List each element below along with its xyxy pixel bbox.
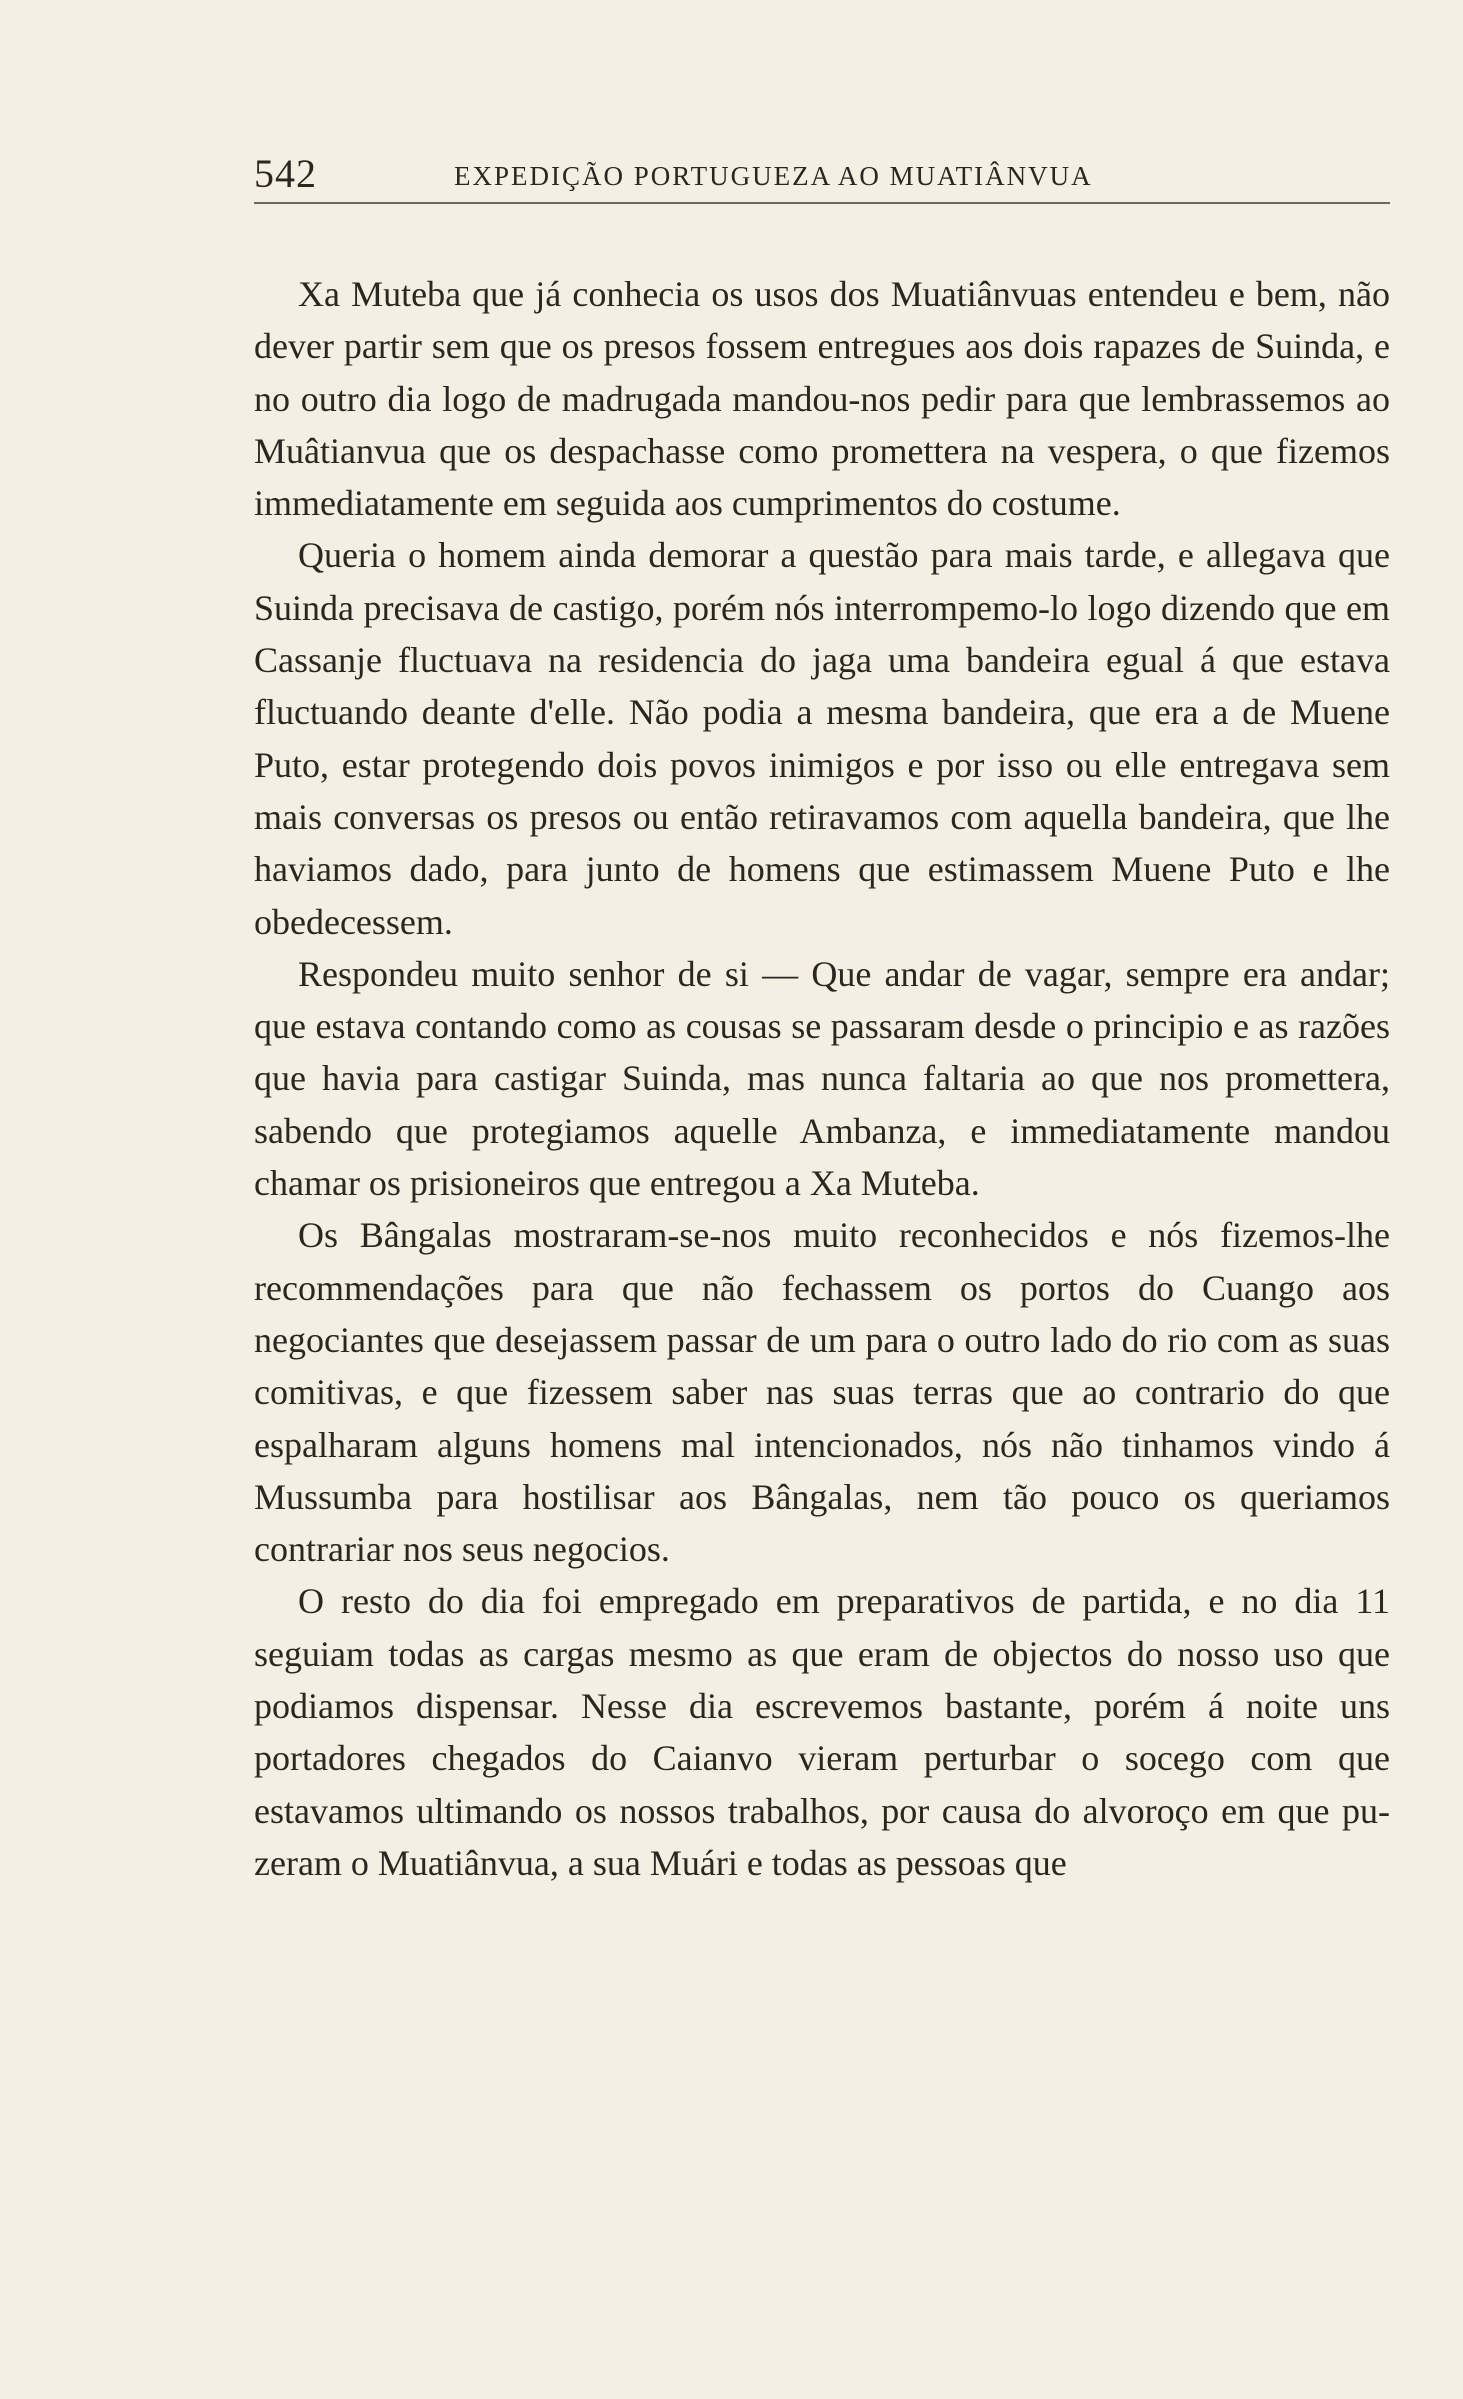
paragraph-2: Queria o homem ainda demorar a questão para mais tarde, e allegava que Suinda precisava de castigo, porém nós interrompemo-lo logo dizendo que em Cassanje fluctuava na residencia do jaga uma bandeira egual á que estava fluctuando deante d'elle. Não podia a mesma bandeira, que era a de Muene Puto, estar protegendo dois povos inimigos e por isso ou elle entregava sem mais conversas os presos ou então retiravamos com aquella bandeira, que lhe haviamos dado, para junto de homens que estimassem Muene Puto e lhe obedecessem. <box>254 535 1390 942</box>
running-title: EXPEDIÇÃO PORTUGUEZA AO MUATIÂNVUA <box>454 161 1093 191</box>
paragraph-1: Xa Muteba que já conhecia os usos dos Muatiânvuas entendeu e bem, não dever partir sem que os presos fossem entregues aos dois rapazes de Suinda, e no outro dia logo de madrugada mandou-nos pedir para que lembrassemos ao Muâtianvua que os despachasse como promettera na vespera, o que fizemos immediatamente em seguida aos cumprimentos do costume. <box>254 274 1390 524</box>
paragraph-5: O resto do dia foi empregado em preparativos de partida, e no dia 11 seguiam todas as cargas mesmo as que eram de objectos do nosso uso que podiamos dispensar. Nesse dia escrevemos bastante, porém á noite uns portadores chegados do Caianvo vieram perturbar o socego com que estavamos ultimando os nossos trabalhos, por causa do alvoroço em que puzeram o Muatiânvua, a sua Muári e todas as pessoas que <box>254 1581 1390 1883</box>
paragraph-3: Respondeu muito senhor de si — Que andar de vagar, sempre era andar; que estava contando como as cousas se passaram desde o principio e as razões que havia para castigar Suinda, mas nunca faltaria ao que nos promettera, sabendo que protegiamos aquelle Ambanza, e immediatamente mandou chamar os prisioneiros que entregou a Xa Muteba. <box>254 953 1390 1204</box>
book-page <box>254 150 1390 2390</box>
body-text <box>254 268 1390 1889</box>
page-number: 542 <box>254 151 317 196</box>
page-header <box>254 150 1390 204</box>
paragraph-4: Os Bângalas mostraram-se-nos muito reconhecidos e nós fizemos-lhe recommendações para que não fechassem os portos do Cuango aos negociantes que desejassem passar de um para o outro lado do rio com as suas comitivas, e que fizessem saber nas suas terras que ao contrario do que espalharam alguns homens mal intencionados, nós não tinhamos vindo á Mussumba para hostilisar aos Bângalas, nem tão pouco os queriamos contrariar nos seus negocios. <box>254 1215 1390 1570</box>
